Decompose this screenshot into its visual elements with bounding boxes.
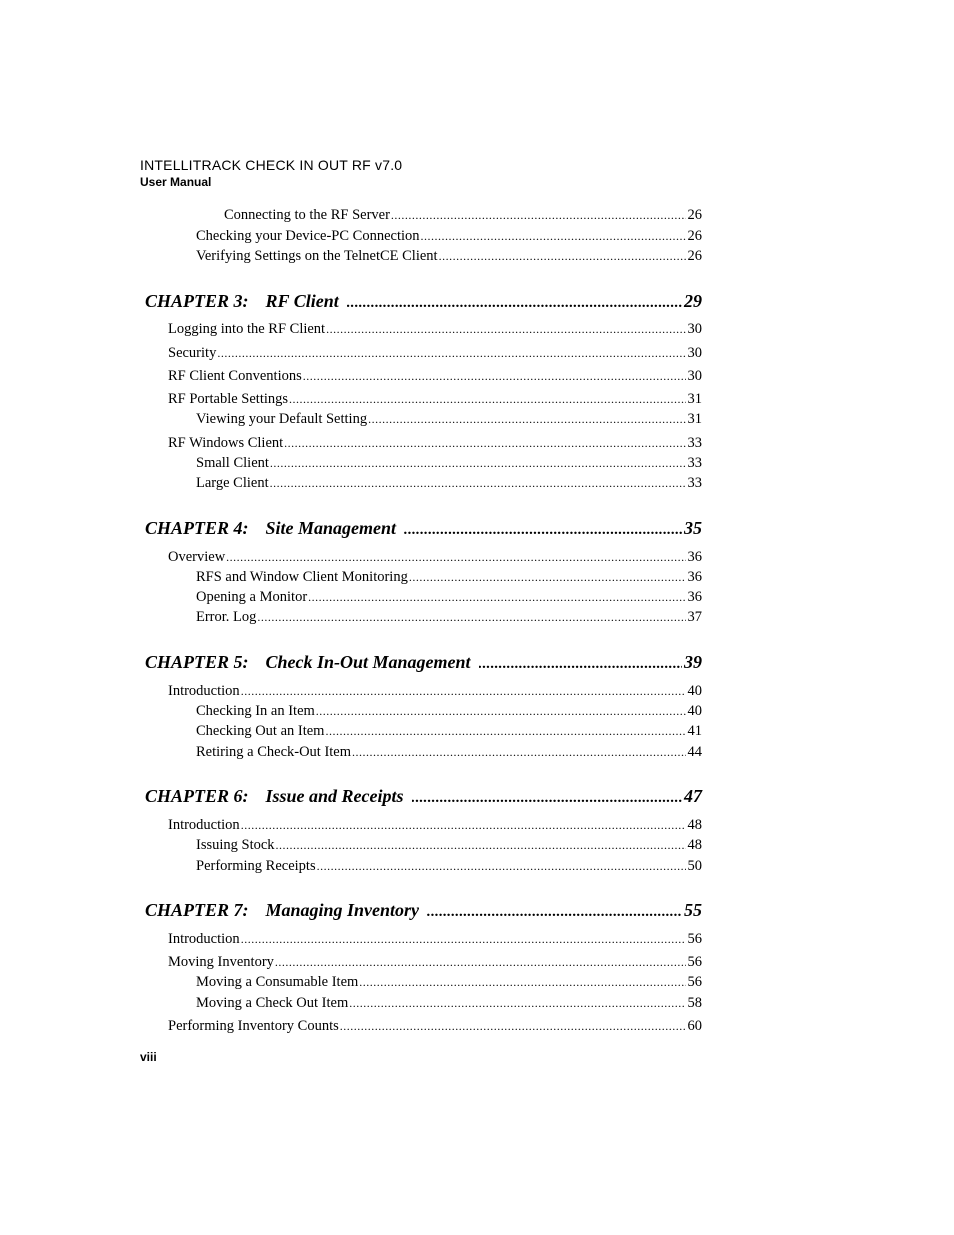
running-header-subtitle: User Manual <box>140 175 212 189</box>
toc-entry[interactable] <box>168 434 702 452</box>
toc-entry[interactable] <box>224 206 702 224</box>
toc-entry[interactable] <box>168 320 702 338</box>
toc-entry-page: 33 <box>687 475 702 491</box>
toc-entry-title: RF Windows Client <box>168 435 284 451</box>
toc-entry[interactable] <box>196 722 702 740</box>
toc-entry-title: Verifying Settings on the TelnetCE Client <box>196 248 438 264</box>
dot-leader <box>303 367 686 385</box>
toc-entry[interactable] <box>196 743 702 761</box>
dot-leader <box>326 320 685 338</box>
toc-entry-page: 26 <box>687 228 702 244</box>
toc-entry-title: Moving Inventory <box>168 954 274 970</box>
toc-entry-title: RF Portable Settings <box>168 391 289 407</box>
toc-entry[interactable] <box>168 390 702 408</box>
toc-entry-page: 33 <box>687 455 702 471</box>
dot-leader <box>276 836 686 854</box>
dot-leader <box>241 930 686 948</box>
dot-leader <box>479 653 682 675</box>
toc-entry-title: Retiring a Check-Out Item <box>196 744 352 760</box>
toc-entry-page: 56 <box>687 931 702 947</box>
dot-leader <box>241 816 686 834</box>
toc-entry[interactable] <box>168 930 702 948</box>
toc-entry-page: 40 <box>687 683 702 699</box>
toc-entry[interactable] <box>168 816 702 834</box>
toc-entry[interactable] <box>168 953 702 971</box>
toc-entry-page: 29 <box>684 291 702 311</box>
dot-leader <box>352 743 685 761</box>
toc-entry-title: Checking your Device-PC Connection <box>196 228 420 244</box>
dot-leader <box>368 410 685 428</box>
toc-entry-title: Introduction <box>168 817 240 833</box>
dot-leader <box>427 901 682 923</box>
toc-entry[interactable] <box>168 682 702 700</box>
chapter-number: CHAPTER 7: <box>145 900 249 920</box>
chapter-number: CHAPTER 4: <box>145 518 249 538</box>
chapter-number: CHAPTER 5: <box>145 652 249 672</box>
page-number: viii <box>140 1050 157 1064</box>
dot-leader <box>325 722 685 740</box>
dot-leader <box>347 292 682 314</box>
toc-entry-title: Issuing Stock <box>196 837 275 853</box>
toc-entry-title: Moving a Check Out Item <box>196 995 349 1011</box>
toc-entry[interactable] <box>196 247 702 265</box>
toc-entry[interactable] <box>196 227 702 245</box>
toc-entry-title: Site Management <box>265 518 397 538</box>
toc-entry-title: Viewing your Default Setting <box>196 411 368 427</box>
toc-entry[interactable] <box>196 410 702 428</box>
toc-entry[interactable] <box>196 474 702 492</box>
toc-chapter-entry[interactable] <box>145 785 702 809</box>
toc-entry-page: 48 <box>687 837 702 853</box>
dot-leader <box>226 548 685 566</box>
toc-entry-title: Connecting to the RF Server <box>224 207 390 223</box>
toc-entry-page: 26 <box>687 207 702 223</box>
toc-entry[interactable] <box>168 367 702 385</box>
toc-chapter-entry[interactable] <box>145 290 702 314</box>
toc-entry-title: RFS and Window Client Monitoring <box>196 569 408 585</box>
dot-leader <box>316 702 686 720</box>
toc-entry[interactable] <box>196 973 702 991</box>
toc-entry-title: Overview <box>168 549 226 565</box>
toc-entry-page: 35 <box>684 518 702 538</box>
dot-leader <box>359 973 685 991</box>
toc-entry-title: RF Client <box>265 291 339 311</box>
chapter-number: CHAPTER 3: <box>145 291 249 311</box>
dot-leader <box>317 857 686 875</box>
running-header-title: INTELLITRACK CHECK IN OUT RF v7.0 <box>140 157 403 173</box>
dot-leader <box>284 434 685 452</box>
toc-entry-title: Checking In an Item <box>196 703 315 719</box>
toc-entry[interactable] <box>196 608 702 626</box>
toc-entry-page: 37 <box>687 609 702 625</box>
toc-entry-page: 40 <box>687 703 702 719</box>
dot-leader <box>217 344 685 362</box>
dot-leader <box>270 454 686 472</box>
toc-entry[interactable] <box>196 994 702 1012</box>
toc-entry-page: 33 <box>687 435 702 451</box>
toc-entry-title: RF Client Conventions <box>168 368 302 384</box>
toc-entry-title: Performing Inventory Counts <box>168 1018 339 1034</box>
toc-entry-title: Checking Out an Item <box>196 723 325 739</box>
toc-entry-page: 56 <box>687 974 702 990</box>
toc-entry-page: 30 <box>687 345 702 361</box>
toc-entry[interactable] <box>168 548 702 566</box>
toc-entry-page: 58 <box>687 995 702 1011</box>
toc-entry-title: Security <box>168 345 217 361</box>
dot-leader <box>340 1017 686 1035</box>
toc-entry-title: Introduction <box>168 931 240 947</box>
dot-leader <box>404 519 682 541</box>
dot-leader <box>289 390 685 408</box>
toc-entry-page: 41 <box>687 723 702 739</box>
toc-entry[interactable] <box>196 454 702 472</box>
dot-leader <box>349 994 685 1012</box>
dot-leader <box>241 682 686 700</box>
dot-leader <box>270 474 686 492</box>
dot-leader <box>412 787 682 809</box>
toc-entry-title: Introduction <box>168 683 240 699</box>
toc-entry-title: Logging into the RF Client <box>168 321 326 337</box>
toc-entry[interactable] <box>196 702 702 720</box>
dot-leader <box>409 568 686 586</box>
toc-entry-page: 47 <box>684 786 702 806</box>
toc-entry-page: 30 <box>687 321 702 337</box>
toc-entry-title: Opening a Monitor <box>196 589 308 605</box>
toc-entry-title: Check In-Out Management <box>265 652 471 672</box>
dot-leader <box>257 608 685 626</box>
toc-entry-page: 30 <box>687 368 702 384</box>
toc-chapter-entry[interactable] <box>145 517 702 541</box>
toc-entry-page: 44 <box>687 744 702 760</box>
toc-chapter-entry[interactable] <box>145 651 702 675</box>
toc-entry-title: Managing Inventory <box>265 900 420 920</box>
toc-entry-page: 26 <box>687 248 702 264</box>
toc-entry-title: Large Client <box>196 475 269 491</box>
chapter-number: CHAPTER 6: <box>145 786 249 806</box>
toc-entry-page: 55 <box>684 900 702 920</box>
toc-entry[interactable] <box>168 1017 702 1035</box>
toc-entry-title: Small Client <box>196 455 269 471</box>
dot-leader <box>275 953 686 971</box>
toc-entry-page: 31 <box>687 411 702 427</box>
dot-leader <box>439 247 686 265</box>
dot-leader <box>308 588 685 606</box>
toc-entry-page: 48 <box>687 817 702 833</box>
toc-chapter-entry[interactable] <box>145 899 702 923</box>
toc-entry-page: 50 <box>687 858 702 874</box>
toc-entry[interactable] <box>196 836 702 854</box>
toc-entry-title: Moving a Consumable Item <box>196 974 359 990</box>
dot-leader <box>421 227 686 245</box>
toc-entry-page: 56 <box>687 954 702 970</box>
toc-entry-page: 31 <box>687 391 702 407</box>
toc-entry-page: 39 <box>684 652 702 672</box>
toc-entry-page: 36 <box>687 549 702 565</box>
toc-entry-page: 60 <box>687 1018 702 1034</box>
toc-entry[interactable] <box>196 857 702 875</box>
toc-entry-title: Issue and Receipts <box>265 786 404 806</box>
toc-entry-page: 36 <box>687 569 702 585</box>
toc-entry[interactable] <box>168 344 702 362</box>
dot-leader <box>391 206 686 224</box>
toc-entry[interactable] <box>196 568 702 586</box>
toc-entry-title: Performing Receipts <box>196 858 316 874</box>
toc-entry-page: 36 <box>687 589 702 605</box>
toc-entry[interactable] <box>196 588 702 606</box>
toc-entry-title: Error. Log <box>196 609 257 625</box>
